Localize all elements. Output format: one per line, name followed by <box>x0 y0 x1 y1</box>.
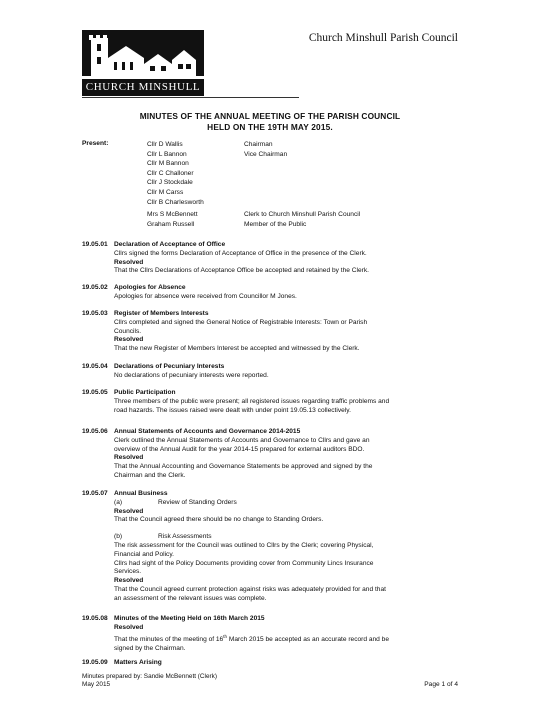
footer-prepared-by: Minutes prepared by: Sandie McBennett (Clerk) <box>82 673 217 680</box>
paragraph: an assessment of the relevant issues was complete. <box>114 594 267 602</box>
section-apologies <box>82 284 460 302</box>
present-label: Present: <box>82 140 109 147</box>
section-body <box>82 624 460 654</box>
attendee-role: Member of the Public <box>244 220 307 228</box>
council-name: Church Minshull Parish Council <box>308 32 458 44</box>
section-body <box>82 319 460 354</box>
paragraph: Cllrs completed and signed the General Notice of Registrable Interests: Town or Parish <box>114 318 368 326</box>
paragraph: Financial and Policy. <box>114 550 174 558</box>
subitem-label: (a) <box>114 498 123 506</box>
section-number: 19.05.01 <box>82 241 108 248</box>
paragraph: signed by the Chairman. <box>114 644 186 652</box>
paragraph: Services. <box>114 568 142 576</box>
section-number: 19.05.05 <box>82 389 108 396</box>
section-number: 19.05.09 <box>82 659 108 666</box>
superscript: th <box>223 633 227 639</box>
section-register-of-interests <box>82 310 460 354</box>
section-heading <box>82 241 460 250</box>
section-heading <box>82 284 460 293</box>
section-previous-minutes <box>82 615 460 653</box>
attendee-name: Cllr L Bannon <box>147 150 187 158</box>
subitem-title: Risk Assessments <box>158 533 212 541</box>
resolved-label: Resolved <box>114 454 144 462</box>
section-title: Public Participation <box>114 389 176 396</box>
section-annual-statements <box>82 428 460 481</box>
paragraph: No declarations of pecuniary interests were reported. <box>114 371 269 379</box>
resolved-label: Resolved <box>114 336 144 344</box>
section-body <box>82 437 460 481</box>
page-footer <box>82 673 217 689</box>
section-title: Minutes of the Meeting Held on 16th March 2015 <box>114 615 265 622</box>
attendee-role: Clerk to Church Minshull Parish Council <box>244 211 361 218</box>
section-title: Register of Members Interests <box>114 310 209 317</box>
paragraph: overview of the Annual Audit for the year 2014-15 prepared for external auditors BDO. <box>114 445 365 453</box>
minutes-title-line1: MINUTES OF THE ANNUAL MEETING OF THE PARISH COUNCIL <box>139 111 401 121</box>
paragraph: That the Council agreed there should be no change to Standing Orders. <box>114 516 324 524</box>
section-number: 19.05.06 <box>82 428 108 435</box>
paragraph: Cllrs had sight of the Policy Documents providing cover from Community Lincs Insurance <box>114 559 374 567</box>
subitem-b <box>114 533 460 542</box>
section-heading <box>82 389 460 398</box>
section-body <box>82 372 460 381</box>
section-body <box>82 398 460 416</box>
spacer <box>114 525 460 533</box>
attendee-name: Cllr J Stockdale <box>147 179 193 187</box>
attendee-name: Cllr C Challoner <box>147 169 194 177</box>
attendee-names <box>147 140 204 207</box>
section-annual-business <box>82 490 460 604</box>
text-run: March 2015 be accepted as an accurate record and be <box>227 635 390 643</box>
paragraph <box>114 633 460 645</box>
paragraph: Cllrs signed the forms Declaration of Acceptance of Office in the presence of the Clerk. <box>114 249 367 257</box>
section-body <box>82 293 460 302</box>
section-heading <box>82 490 460 499</box>
paragraph: Three members of the public were present; all registered issues regarding traffic problems and <box>114 397 390 405</box>
minutes-title-line2: HELD ON THE 19TH MAY 2015. <box>207 122 333 132</box>
section-title: Declaration of Acceptance of Office <box>114 241 226 248</box>
attendee-name: Cllr D Wallis <box>147 141 183 148</box>
section-heading <box>82 428 460 437</box>
section-title: Apologies for Absence <box>114 284 186 291</box>
section-pecuniary-interests <box>82 363 460 381</box>
section-title: Matters Arising <box>114 659 162 666</box>
footer-date: May 2015 <box>82 681 111 688</box>
resolved-label: Resolved <box>114 507 144 515</box>
section-body <box>82 499 460 604</box>
paragraph: Clerk outlined the Annual Statements of Accounts and Governance to Cllrs and gave an <box>114 436 370 444</box>
other-attendee-names <box>147 210 198 229</box>
section-acceptance-of-office <box>82 241 460 276</box>
section-heading <box>82 659 460 668</box>
resolved-label: Resolved <box>114 258 144 266</box>
section-body <box>82 250 460 276</box>
section-title: Annual Business <box>114 490 168 497</box>
council-logo <box>82 30 204 96</box>
attendee-name: Cllr B Charlesworth <box>147 198 204 206</box>
attendee-name: Cllr M Bannon <box>147 160 189 168</box>
paragraph: That the Cllrs Declarations of Acceptance Office be accepted and retained by the Clerk. <box>114 267 369 275</box>
page-number: Page 1 of 4 <box>424 681 458 688</box>
section-number: 19.05.02 <box>82 284 108 291</box>
attendee-role: Chairman <box>244 141 273 148</box>
section-heading <box>82 310 460 319</box>
resolved-label: Resolved <box>114 623 144 631</box>
header-rule <box>82 97 299 98</box>
subitem-label: (b) <box>114 533 123 541</box>
subitem-title: Review of Standing Orders <box>158 498 237 506</box>
paragraph: That the Annual Accounting and Governance Statements be approved and signed by the <box>114 463 373 471</box>
section-heading <box>82 615 460 624</box>
paragraph: Apologies for absence were received from Councillor M Jones. <box>114 292 297 300</box>
other-attendee-roles <box>244 210 360 229</box>
attendee-name: Mrs S McBennett <box>147 211 198 218</box>
attendee-name: Graham Russell <box>147 220 195 228</box>
subitem-a <box>114 499 460 508</box>
paragraph: That the Council agreed current protection against risks was adequately provided for and that <box>114 585 386 593</box>
attendee-role: Vice Chairman <box>244 150 288 158</box>
section-matters-arising <box>82 659 460 668</box>
section-number: 19.05.07 <box>82 490 108 497</box>
section-title: Declarations of Pecuniary Interests <box>114 363 225 370</box>
resolved-label: Resolved <box>114 577 144 585</box>
paragraph: Councils. <box>114 327 142 335</box>
paragraph: That the new Register of Members Interest be accepted and witnessed by the Clerk. <box>114 345 360 353</box>
paragraph: road hazards. The issues raised were dealt with under point 19.05.13 collectively. <box>114 406 351 414</box>
section-public-participation <box>82 389 460 415</box>
section-number: 19.05.03 <box>82 310 108 317</box>
attendee-name: Cllr M Carss <box>147 188 184 196</box>
attendee-roles <box>244 140 287 159</box>
section-title: Annual Statements of Accounts and Governance 2014-2015 <box>114 428 301 435</box>
paragraph: Chairman and the Clerk. <box>114 471 186 479</box>
logo-text: CHURCH MINSHULL <box>85 81 201 93</box>
paragraph: The risk assessment for the Council was outlined to Cllrs by the Clerk; covering Physical, <box>114 541 374 549</box>
text-run: That the minutes of the meeting of 16 <box>114 635 224 643</box>
section-heading <box>82 363 460 372</box>
section-number: 19.05.08 <box>82 615 108 622</box>
section-number: 19.05.04 <box>82 363 108 370</box>
